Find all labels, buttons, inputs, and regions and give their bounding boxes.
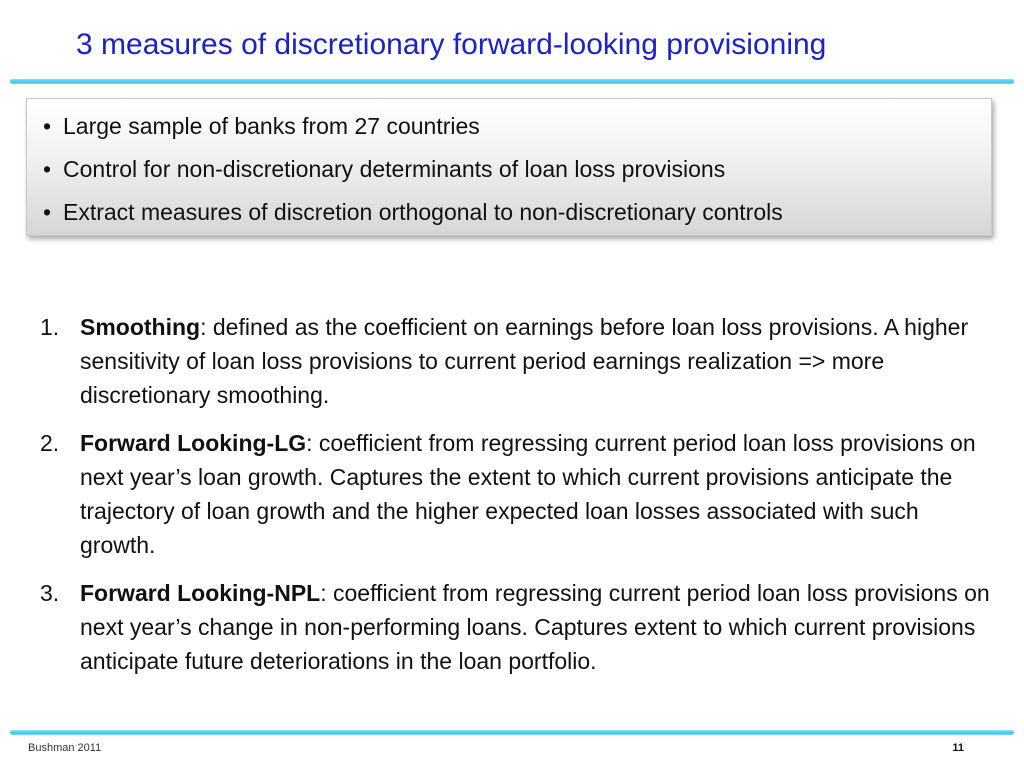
summary-item-text: Control for non-discretionary determinants of loan loss provisions bbox=[63, 156, 726, 182]
summary-box bbox=[26, 98, 992, 236]
measure-description: : coefficient from regressing current period loan loss provisions on next year’s change in non-performing loans. Captures extent to which current provisions anticipate future deteriorations in the loan portfolio. bbox=[80, 580, 990, 674]
list-number: 3. bbox=[40, 580, 60, 606]
measure-term: Forward Looking-NPL bbox=[80, 580, 321, 606]
measure-item-smoothing bbox=[40, 310, 990, 412]
bullet-icon: • bbox=[43, 113, 52, 139]
summary-item bbox=[43, 191, 991, 234]
list-number: 1. bbox=[40, 314, 60, 340]
list-number: 2. bbox=[40, 430, 60, 456]
title-divider bbox=[10, 79, 1014, 84]
page-number: 11 bbox=[952, 742, 964, 754]
measure-item-forward-looking-npl bbox=[40, 576, 990, 678]
measure-description: : coefficient from regressing current period loan loss provisions on next year’s loan growth. Captures the extent to which current provisions anticipate the trajectory of loan growth and the higher expected loan losses associated with such growth. bbox=[80, 430, 976, 558]
bullet-icon: • bbox=[43, 156, 52, 182]
footer-author: Bushman 2011 bbox=[28, 742, 102, 754]
bullet-icon: • bbox=[43, 199, 52, 225]
measure-description: : defined as the coefficient on earnings before loan loss provisions. A higher sensitivity of loan loss provisions to current period earnings realization => more discretionary smoothing. bbox=[80, 314, 969, 408]
summary-list bbox=[27, 99, 991, 234]
summary-item bbox=[43, 148, 991, 191]
summary-item-text: Extract measures of discretion orthogonal to non-discretionary controls bbox=[63, 199, 783, 225]
measure-term: Forward Looking-LG bbox=[80, 430, 307, 456]
measures-list bbox=[40, 310, 990, 692]
measure-term: Smoothing bbox=[80, 314, 201, 340]
slide-title: 3 measures of discretionary forward-looking provisioning bbox=[76, 28, 827, 61]
summary-item-text: Large sample of banks from 27 countries bbox=[63, 113, 480, 139]
measure-item-forward-looking-lg bbox=[40, 426, 990, 562]
summary-item bbox=[43, 105, 991, 148]
footer-divider bbox=[10, 730, 1014, 735]
